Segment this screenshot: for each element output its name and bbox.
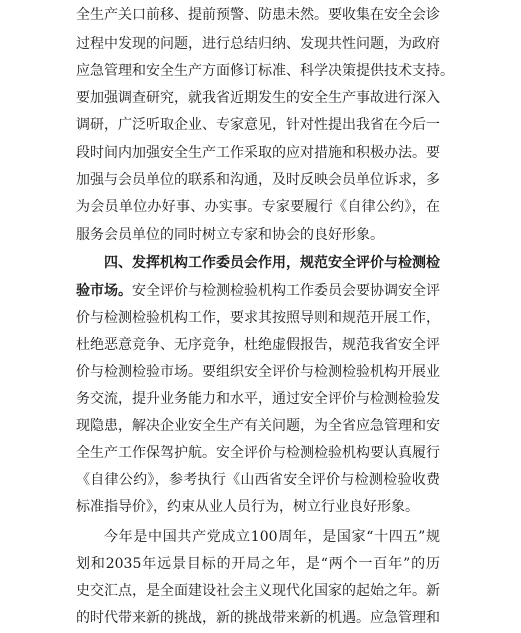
text-line-with-heading [76,276,440,306]
text-line: 今年是中国共产党成立100周年，是国家“十四五”规 [104,529,440,545]
text-line: 过程中发现的问题，进行总结归纳、发现共性问题，为政府 [76,36,440,52]
text-line: 应急管理和安全生产方面修订标准、科学决策提供技术支持。 [76,63,454,79]
text-line: 现隐患，解决企业安全生产有关问题，为全省应急管理和安 [76,418,440,434]
section-heading-continuation: 验市场。 [76,283,132,299]
text-run: 安全评价与检测检验机构工作委员会要协调安全评 [132,283,440,299]
text-line: 杜绝恶意竞争、无序竞争，杜绝虚假报告，规范我省安全评 [76,337,440,353]
text-line: 划和2035年远景目标的开局之年，是“两个一百年”的历 [76,556,440,572]
section-heading: 四、发挥机构工作委员会作用，规范安全评价与检测检 [104,255,440,271]
text-line: 《自律公约》，参考执行《山西省安全评价与检测检验收费 [76,472,440,488]
text-line: 全生产关口前移、提前预警、防患未然。要收集在安全会诊 [76,7,440,23]
text-line: 的时代带来新的挑战，新的挑战带来新的机遇。应急管理和 [76,610,440,626]
text-line: 要加强调查研究，就我省近期发生的安全生产事故进行深入 [76,90,440,106]
text-line: 标准指导价》，约束从业人员行为，树立行业良好形象。 [76,499,419,515]
text-line: 调研，广泛听取企业、专家意见，针对性提出我省在今后一 [76,117,440,133]
text-line: 全生产工作保驾护航。安全评价与检测检验机构要认真履行 [76,445,440,461]
text-line: 价与检测检验市场。要组织安全评价与检测检验机构开展业 [76,364,440,380]
text-line: 段时间内加强安全生产工作采取的应对措施和积极办法。要 [76,145,440,161]
text-line: 务交流，提升业务能力和水平，通过安全评价与检测检验发 [76,391,440,407]
text-line: 为会员单位办好事、办实事。专家要履行《自律公约》，在 [76,199,440,215]
text-line: 服务会员单位的同时树立专家和协会的良好形象。 [76,227,384,243]
text-line: 加强与会员单位的联系和沟通，及时反映会员单位诉求，多 [76,172,440,188]
text-line: 价与检测检验机构工作，要求其按照导则和规范开展工作， [76,310,440,326]
text-line: 史交汇点，是全面建设社会主义现代化国家的起始之年。新 [76,583,440,599]
